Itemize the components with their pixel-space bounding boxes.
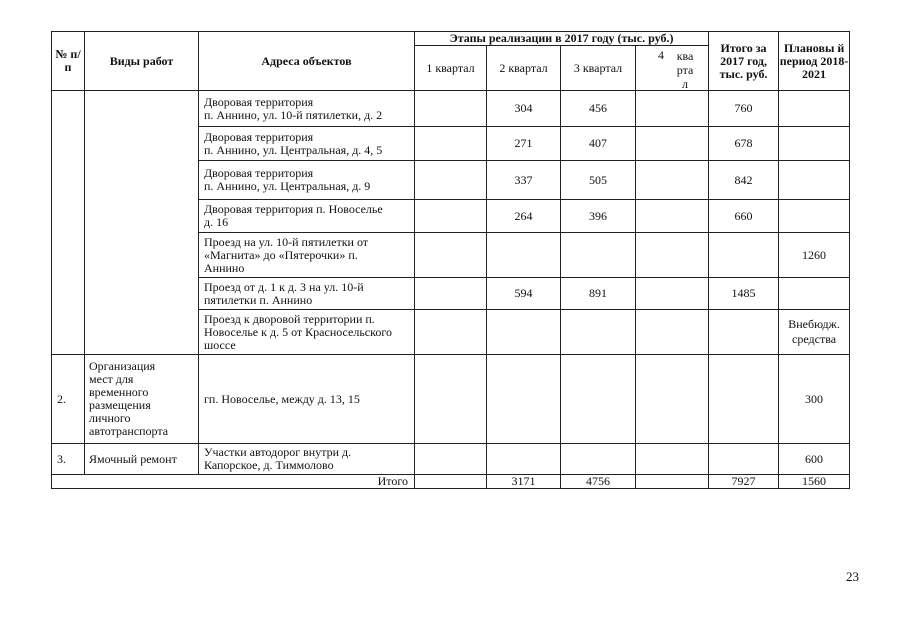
q3-cell [561,444,636,475]
q2-cell: 264 [487,200,561,233]
planned-cell: Внебюдж. средства [779,310,850,355]
address-cell: Дворовая территория п. Аннино, ул. Центральная, д. 4, 5 [199,127,415,161]
header-address [199,32,415,91]
total-cell: 678 [709,127,779,161]
q1-cell [415,91,487,127]
header-total-2017-text: Итого за 2017 год, тыс. руб. [719,40,768,81]
total-cell: 660 [709,200,779,233]
q1-cell [415,200,487,233]
q3-cell [561,355,636,444]
q3-cell: 407 [561,127,636,161]
header-stages [415,32,709,46]
num-cell-group-1 [52,91,85,355]
planned-cell [779,278,850,310]
q3-cell: 456 [561,91,636,127]
q4-cell [636,310,709,355]
header-q1-text: 1 квартал [426,60,475,75]
header-q4-text: ква рта л [676,49,694,91]
page-number: 23 [846,569,859,584]
planned-cell [779,127,850,161]
table-row [52,91,850,127]
q4-cell [636,233,709,278]
planned-cell [779,161,850,200]
totals-label: Итого [52,475,415,489]
planned-cell: 600 [779,444,850,475]
q4-cell [636,278,709,310]
total-cell: 842 [709,161,779,200]
planned-cell [779,91,850,127]
q3-cell: 505 [561,161,636,200]
header-q3-text: 3 квартал [573,60,623,75]
address-cell: Дворовая территория п. Аннино, ул. 10-й пятилетки, д. 2 [199,91,415,127]
q2-cell: 337 [487,161,561,200]
num-cell: 2. [52,355,85,444]
q1-cell [415,233,487,278]
total-cell [709,355,779,444]
address-cell: Проезд к дворовой территории п. Новоселье к д. 5 от Красносельского шоссе [199,310,415,355]
planned-cell: 1260 [779,233,850,278]
table-body [52,91,850,489]
q2-cell: 271 [487,127,561,161]
kind-cell-group-1 [85,91,199,355]
header-stages-text: Этапы реализации в 2017 году (тыс. руб.) [449,31,674,45]
q4-cell [636,200,709,233]
q1-cell [415,444,487,475]
q2-cell [487,444,561,475]
totals-q1 [415,475,487,489]
address-cell: Участки автодорог внутри д. Капорское, д. Тиммолово [199,444,415,475]
q2-cell [487,310,561,355]
q3-cell [561,310,636,355]
header-planned [779,32,850,91]
header-q1 [415,46,487,91]
planned-cell: 300 [779,355,850,444]
address-cell: Проезд на ул. 10-й пятилетки от «Магнита» до «Пятерочки» п. Аннино [199,233,415,278]
header-q2 [487,46,561,91]
q2-cell [487,355,561,444]
header-q4-digit: 4 [658,48,664,62]
total-cell [709,444,779,475]
header-address-text: Адреса объектов [261,53,352,68]
q2-cell [487,233,561,278]
total-cell [709,233,779,278]
num-cell: 3. [52,444,85,475]
q1-cell [415,278,487,310]
kind-cell: Организация мест для временного размещения личного автотранспорта [85,355,199,444]
q4-cell [636,127,709,161]
header-num [52,32,85,91]
q1-cell [415,310,487,355]
table-row [52,355,850,444]
totals-row [52,475,850,489]
works-table [51,31,850,489]
header-planned-text: Плановы й период 2018-2021 [779,40,849,81]
header-q3 [561,46,636,91]
totals-q4 [636,475,709,489]
table-row [52,444,850,475]
address-cell: Дворовая территория п. Аннино, ул. Центральная, д. 9 [199,161,415,200]
header-q2-text: 2 квартал [499,60,548,75]
header-kind [85,32,199,91]
total-cell: 1485 [709,278,779,310]
q2-cell: 304 [487,91,561,127]
q4-cell [636,91,709,127]
header-kind-text: Виды работ [109,53,174,68]
q3-cell: 891 [561,278,636,310]
planned-cell [779,200,850,233]
q1-cell [415,355,487,444]
q1-cell [415,161,487,200]
q1-cell [415,127,487,161]
header-num-text: № п/п [55,47,81,74]
q4-cell [636,444,709,475]
q3-cell: 396 [561,200,636,233]
address-cell: Дворовая территория п. Новоселье д. 16 [199,200,415,233]
address-cell: Проезд от д. 1 к д. 3 на ул. 10-й пятилетки п. Аннино [199,278,415,310]
q3-cell [561,233,636,278]
q2-cell: 594 [487,278,561,310]
totals-planned: 1560 [779,475,850,489]
kind-cell: Ямочный ремонт [85,444,199,475]
totals-q2: 3171 [487,475,561,489]
header-total-2017 [709,32,779,91]
q4-cell [636,355,709,444]
total-cell: 760 [709,91,779,127]
total-cell [709,310,779,355]
totals-q3: 4756 [561,475,636,489]
totals-total: 7927 [709,475,779,489]
header-q4 [636,46,709,91]
q4-cell [636,161,709,200]
address-cell: гп. Новоселье, между д. 13, 15 [199,355,415,444]
